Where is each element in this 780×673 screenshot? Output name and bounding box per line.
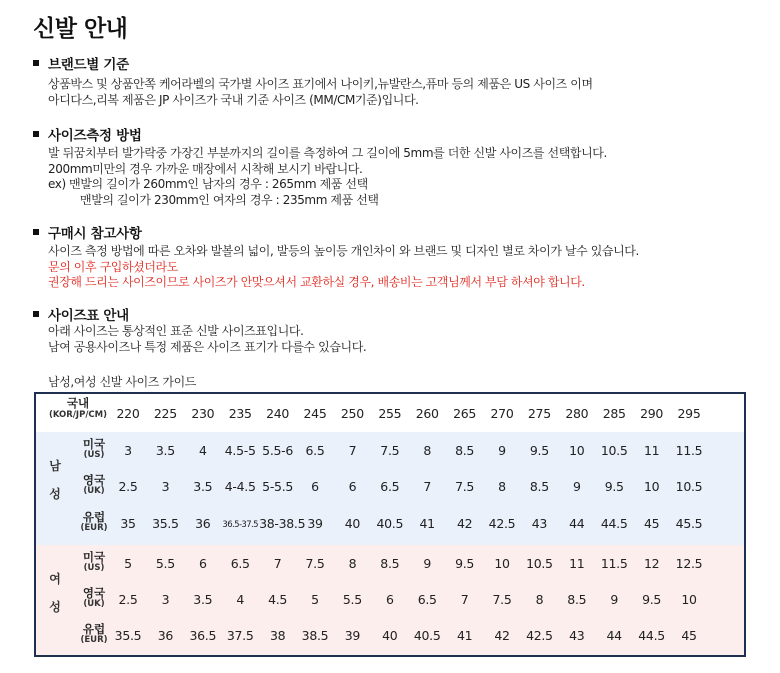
size-cell: 3 bbox=[161, 592, 170, 607]
size-cell: 6 bbox=[198, 556, 207, 571]
size-cell: 6.5 bbox=[230, 556, 250, 571]
size-cell: 38 bbox=[269, 628, 286, 643]
header-size-cell: 280 bbox=[565, 406, 589, 421]
gender-char: 남 bbox=[49, 459, 61, 473]
size-cell: 9.5 bbox=[529, 443, 549, 458]
size-cell: 45 bbox=[681, 628, 697, 643]
header-size-cell: 220 bbox=[116, 406, 140, 421]
section-measure-text bbox=[48, 146, 607, 208]
size-cell: 4.5 bbox=[268, 592, 288, 607]
size-cell: 35 bbox=[120, 516, 136, 531]
size-cell: 36.5-37.5 bbox=[222, 520, 258, 530]
size-cell: 11 bbox=[569, 556, 585, 571]
square-bullet-icon bbox=[33, 131, 39, 137]
size-cell: 9.5 bbox=[642, 592, 662, 607]
size-cell: 5 bbox=[124, 556, 132, 571]
section-heading-notes: 구매시 참고사항 bbox=[33, 222, 142, 242]
size-cell: 7 bbox=[348, 443, 357, 458]
size-cell: 6.5 bbox=[305, 443, 325, 458]
row-label-sub: (US) bbox=[83, 450, 105, 460]
header-label-main: 국내 bbox=[66, 396, 90, 410]
text-line: 맨발의 길이가 230mm인 여자의 경우 : 235mm 제품 선택 bbox=[80, 192, 379, 207]
header-size-cell: 230 bbox=[191, 406, 215, 421]
header-size-cell: 285 bbox=[602, 406, 626, 421]
size-cell: 11.5 bbox=[600, 556, 628, 571]
size-cell: 37.5 bbox=[226, 628, 254, 643]
section-heading-measure: 사이즈측정 방법 bbox=[33, 124, 142, 144]
size-cell: 43 bbox=[531, 516, 548, 531]
size-cell: 6 bbox=[311, 479, 319, 494]
header-size-cell: 265 bbox=[453, 406, 477, 421]
row-label-main: 유럽 bbox=[82, 510, 106, 524]
gender-char: 여 bbox=[49, 572, 61, 586]
header-size-cell: 260 bbox=[415, 406, 439, 421]
female-gender-label bbox=[48, 565, 62, 621]
size-cell: 40.5 bbox=[376, 516, 404, 531]
male-row-label bbox=[76, 511, 112, 533]
row-label-sub: (EUR) bbox=[80, 523, 108, 533]
size-cell: 8.5 bbox=[567, 592, 587, 607]
header-size-cell: 225 bbox=[153, 406, 177, 421]
size-cell: 42 bbox=[494, 628, 510, 643]
header-size-cell: 240 bbox=[266, 406, 290, 421]
size-cell: 3 bbox=[124, 443, 132, 458]
section-heading-size-table: 사이즈표 안내 bbox=[33, 304, 129, 324]
size-cell: 5.5-6 bbox=[262, 443, 294, 458]
size-cell: 11 bbox=[643, 443, 660, 458]
gender-char: 성 bbox=[49, 600, 61, 614]
size-cell: 9.5 bbox=[604, 479, 624, 494]
size-cell: 10 bbox=[494, 556, 510, 571]
size-cell: 3.5 bbox=[193, 592, 213, 607]
size-cell: 8 bbox=[348, 556, 357, 571]
size-cell: 36 bbox=[157, 628, 174, 643]
row-label-sub: (US) bbox=[83, 563, 105, 573]
size-cell: 3.5 bbox=[155, 443, 175, 458]
size-cell: 10.5 bbox=[675, 479, 703, 494]
size-cell: 6.5 bbox=[380, 479, 400, 494]
header-size-cell: 290 bbox=[640, 406, 664, 421]
text-line: 200mm미만의 경우 가까운 매장에서 시착해 보시기 바랍니다. bbox=[48, 161, 363, 176]
size-cell: 38.5 bbox=[301, 628, 329, 643]
male-row-label bbox=[76, 438, 112, 460]
section-size-table-text bbox=[48, 324, 366, 355]
size-cell: 44 bbox=[606, 628, 622, 643]
size-cell: 9 bbox=[423, 556, 432, 571]
size-cell: 45 bbox=[643, 516, 660, 531]
size-cell: 36.5 bbox=[189, 628, 217, 643]
size-cell: 7.5 bbox=[492, 592, 512, 607]
text-line: ex) 맨발의 길이가 260mm인 남자의 경우 : 265mm 제품 선택 bbox=[48, 177, 368, 191]
header-size-cell: 235 bbox=[228, 406, 252, 421]
section-notes-text bbox=[48, 244, 639, 291]
size-cell: 7.5 bbox=[305, 556, 325, 571]
size-cell: 44 bbox=[569, 516, 585, 531]
warning-line: 권장해 드리는 사이즈이므로 사이즈가 안맞으셔서 교환하실 경우, 배송비는 고객님께서 부담 하셔야 합니다. bbox=[48, 275, 585, 289]
size-cell: 4-4.5 bbox=[224, 479, 256, 494]
size-cell: 43 bbox=[569, 628, 585, 643]
size-cell: 40 bbox=[344, 516, 361, 531]
header-size-cell: 270 bbox=[490, 406, 514, 421]
female-row-label bbox=[76, 551, 112, 573]
row-label-main: 유럽 bbox=[82, 622, 106, 636]
gender-char: 성 bbox=[49, 487, 61, 501]
header-size-cell: 295 bbox=[677, 406, 701, 421]
size-cell: 41 bbox=[419, 516, 435, 531]
size-cell: 9 bbox=[572, 479, 581, 494]
section-brand-text bbox=[48, 77, 593, 108]
size-cell: 4 bbox=[198, 443, 207, 458]
size-cell: 12.5 bbox=[675, 556, 703, 571]
size-cell: 5.5 bbox=[342, 592, 362, 607]
male-row-label bbox=[76, 474, 112, 496]
female-row-label bbox=[76, 587, 112, 609]
size-cell: 42 bbox=[456, 516, 473, 531]
size-cell: 10.5 bbox=[600, 443, 628, 458]
size-cell: 7.5 bbox=[380, 443, 400, 458]
row-label-main: 영국 bbox=[82, 473, 106, 487]
size-cell: 42.5 bbox=[526, 628, 553, 643]
size-cell: 8.5 bbox=[455, 443, 475, 458]
size-cell: 8 bbox=[498, 479, 506, 494]
size-cell: 3 bbox=[161, 479, 170, 494]
section-heading-brand: 브랜드별 기준 bbox=[33, 53, 129, 73]
size-cell: 4 bbox=[236, 592, 245, 607]
square-bullet-icon bbox=[33, 311, 39, 317]
square-bullet-icon bbox=[33, 229, 39, 235]
size-cell: 9 bbox=[498, 443, 506, 458]
size-cell: 3.5 bbox=[193, 479, 213, 494]
size-cell: 2.5 bbox=[118, 479, 138, 494]
size-cell: 44.5 bbox=[638, 628, 665, 643]
size-table bbox=[34, 392, 746, 657]
text-line: 남여 공용사이즈나 특정 제품은 사이즈 표기가 다를수 있습니다. bbox=[48, 339, 367, 354]
text-line: 아래 사이즈는 통상적인 표준 신발 사이즈표입니다. bbox=[48, 324, 304, 338]
size-cell: 35.5 bbox=[152, 516, 179, 531]
header-size-cell: 255 bbox=[378, 406, 402, 421]
row-label-sub: (UK) bbox=[83, 599, 105, 609]
size-cell: 39 bbox=[344, 628, 361, 643]
size-cell: 40 bbox=[382, 628, 398, 643]
row-label-sub: (EUR) bbox=[80, 635, 108, 645]
size-cell: 10 bbox=[643, 479, 660, 494]
row-label-main: 미국 bbox=[82, 550, 106, 564]
size-guide-caption: 남성,여성 신발 사이즈 가이드 bbox=[48, 375, 196, 389]
size-cell: 7 bbox=[423, 479, 432, 494]
table-header-row bbox=[36, 394, 744, 432]
size-cell: 2.5 bbox=[118, 592, 138, 607]
size-cell: 42.5 bbox=[488, 516, 516, 531]
size-cell: 41 bbox=[456, 628, 473, 643]
size-cell: 6 bbox=[348, 479, 357, 494]
size-cell: 7.5 bbox=[455, 479, 475, 494]
text-line: 발 뒤꿈치부터 발가락중 가장긴 부분까지의 길이를 측정하여 그 길이에 5mm를 더한 신발 사이즈를 선택합니다. bbox=[48, 146, 607, 160]
size-cell: 10 bbox=[569, 443, 585, 458]
size-cell: 5 bbox=[311, 592, 319, 607]
size-cell: 6.5 bbox=[417, 592, 437, 607]
header-label bbox=[44, 397, 112, 421]
text-line: 아디다스,리복 제품은 JP 사이즈가 국내 기준 사이즈 (MM/CM기준)입니다. bbox=[48, 92, 419, 107]
size-cell: 8.5 bbox=[380, 556, 400, 571]
size-cell: 36 bbox=[195, 516, 211, 531]
header-label-sub: (KOR/JP/CM) bbox=[48, 410, 108, 420]
size-cell: 9 bbox=[610, 592, 619, 607]
size-cell: 8 bbox=[423, 443, 432, 458]
size-cell: 12 bbox=[643, 556, 660, 571]
size-cell: 10.5 bbox=[526, 556, 553, 571]
size-cell: 9.5 bbox=[455, 556, 475, 571]
size-cell: 10 bbox=[681, 592, 697, 607]
size-cell: 39 bbox=[307, 516, 323, 531]
text-line: 상품박스 및 상품안쪽 케어라벨의 국가별 사이즈 표기에서 나이키,뉴발란스,퓨마 등의 제품은 US 사이즈 이며 bbox=[48, 77, 593, 91]
size-cell: 35.5 bbox=[114, 628, 142, 643]
size-cell: 7 bbox=[460, 592, 469, 607]
size-cell: 44.5 bbox=[600, 516, 628, 531]
text-line: 사이즈 측정 방법에 따른 오차와 발볼의 넓이, 발등의 높이등 개인차이 와 브랜드 및 디자인 별로 차이가 날수 있습니다. bbox=[48, 244, 639, 258]
header-size-cell: 250 bbox=[340, 406, 364, 421]
size-cell: 38-38.5 bbox=[259, 516, 306, 531]
size-cell: 5.5 bbox=[155, 556, 175, 571]
warning-line: 문의 이후 구입하셨더라도 bbox=[48, 259, 178, 274]
size-cell: 8.5 bbox=[529, 479, 549, 494]
square-bullet-icon bbox=[33, 60, 39, 66]
row-label-main: 영국 bbox=[82, 586, 106, 600]
row-label-main: 미국 bbox=[82, 437, 106, 451]
size-cell: 5-5.5 bbox=[262, 479, 294, 494]
male-gender-label bbox=[48, 452, 62, 508]
size-cell: 4.5-5 bbox=[224, 443, 256, 458]
size-cell: 45.5 bbox=[675, 516, 703, 531]
row-label-sub: (UK) bbox=[83, 486, 105, 496]
size-cell: 40.5 bbox=[413, 628, 441, 643]
header-size-cell: 245 bbox=[303, 406, 327, 421]
page-title: 신발 안내 bbox=[33, 16, 128, 42]
size-cell: 6 bbox=[385, 592, 394, 607]
size-cell: 8 bbox=[535, 592, 544, 607]
size-cell: 11.5 bbox=[675, 443, 703, 458]
female-row-label bbox=[76, 623, 112, 645]
size-cell: 7 bbox=[273, 556, 282, 571]
header-size-cell: 275 bbox=[527, 406, 551, 421]
